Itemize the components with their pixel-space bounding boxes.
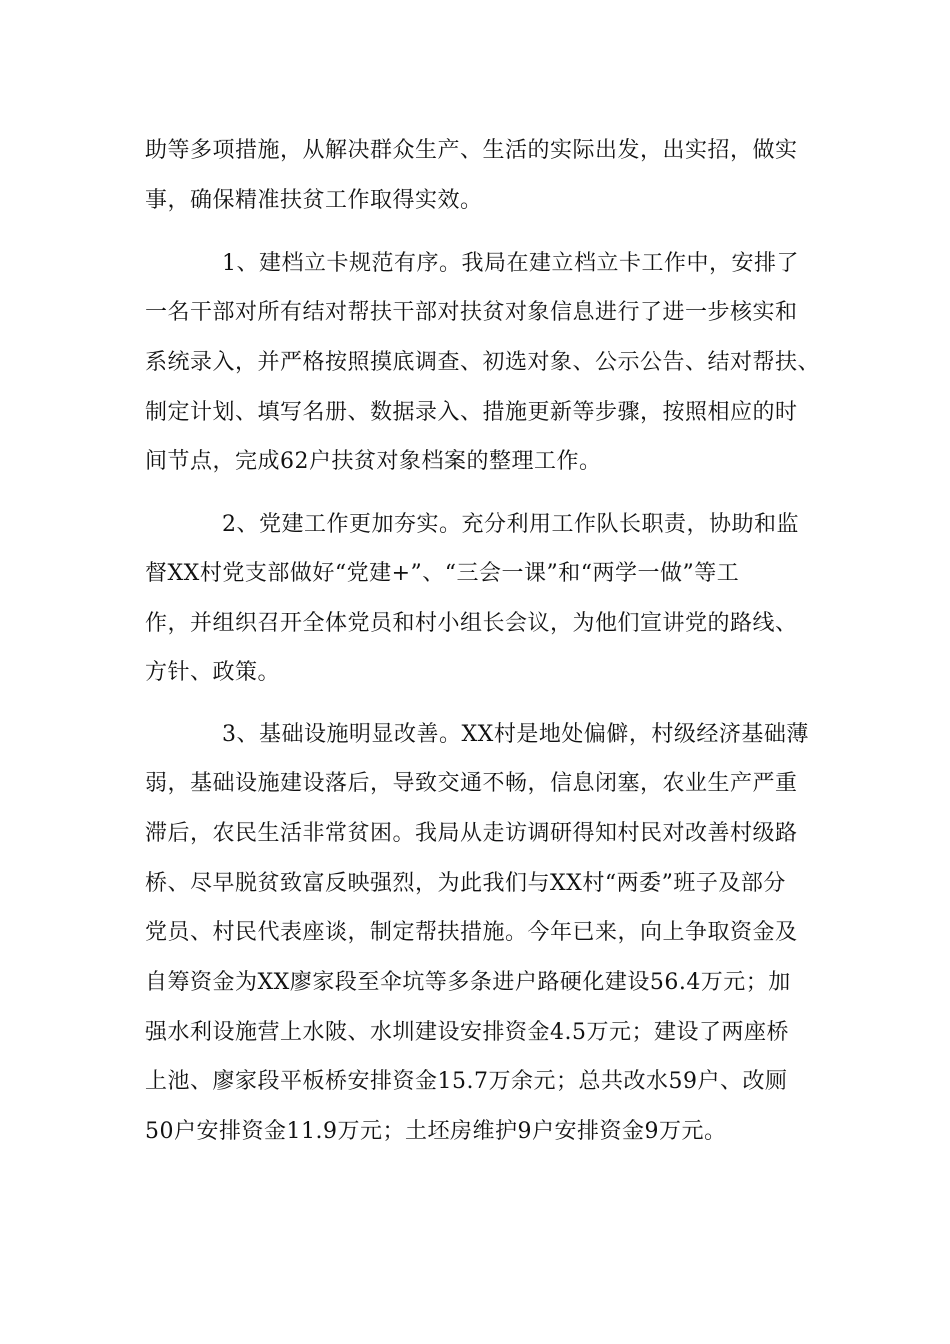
paragraph-line: 一名干部对所有结对帮扶干部对扶贫对象信息进行了进一步核实和 (145, 300, 798, 325)
paragraph-line: 助等多项措施，从解决群众生产、生活的实际出发，出实招，做实 (145, 138, 798, 163)
paragraph-line: 自筹资金为XX廖家段至伞坑等多条进户路硬化建设56.4万元；加 (145, 970, 791, 995)
paragraph-line: 2、党建工作更加夯实。充分利用工作队长职责，协助和监 (222, 512, 799, 537)
paragraph-line: 桥、尽早脱贫致富反映强烈，为此我们与XX村“两委”班子及部分 (145, 871, 786, 896)
paragraph-line: 党员、村民代表座谈，制定帮扶措施。今年已来，向上争取资金及 (145, 920, 798, 945)
paragraph-line: 督XX村党支部做好“党建+”、“三会一课”和“两学一做”等工 (145, 561, 740, 586)
paragraph-line: 方针、政策。 (145, 660, 281, 685)
paragraph-line: 1、建档立卡规范有序。我局在建立档立卡工作中，安排了 (222, 251, 799, 276)
paragraph-line: 制定计划、填写名册、数据录入、措施更新等步骤，按照相应的时 (145, 400, 798, 425)
paragraph-line: 间节点，完成62户扶贫对象档案的整理工作。 (145, 449, 602, 474)
paragraph-line: 强水利设施营上水陂、水圳建设安排资金4.5万元；建设了两座桥 (145, 1020, 789, 1045)
paragraph-line: 3、基础设施明显改善。XX村是地处偏僻，村级经济基础薄 (222, 722, 809, 747)
paragraph-line: 系统录入，并严格按照摸底调查、初选对象、公示公告、结对帮扶、 (145, 350, 821, 375)
paragraph-line: 滞后，农民生活非常贫困。我局从走访调研得知村民对改善村级路 (145, 821, 798, 846)
paragraph-line: 作，并组织召开全体党员和村小组长会议，为他们宣讲党的路线、 (145, 611, 798, 636)
paragraph-line: 上池、廖家段平板桥安排资金15.7万余元；总共改水59户、改厕 (145, 1069, 788, 1094)
paragraph-line: 50户安排资金11.9万元；土坯房维护9户安排资金9万元。 (145, 1119, 727, 1144)
paragraph-line: 弱，基础设施建设落后，导致交通不畅，信息闭塞，农业生产严重 (145, 771, 798, 796)
paragraph-line: 事，确保精准扶贫工作取得实效。 (145, 188, 483, 213)
